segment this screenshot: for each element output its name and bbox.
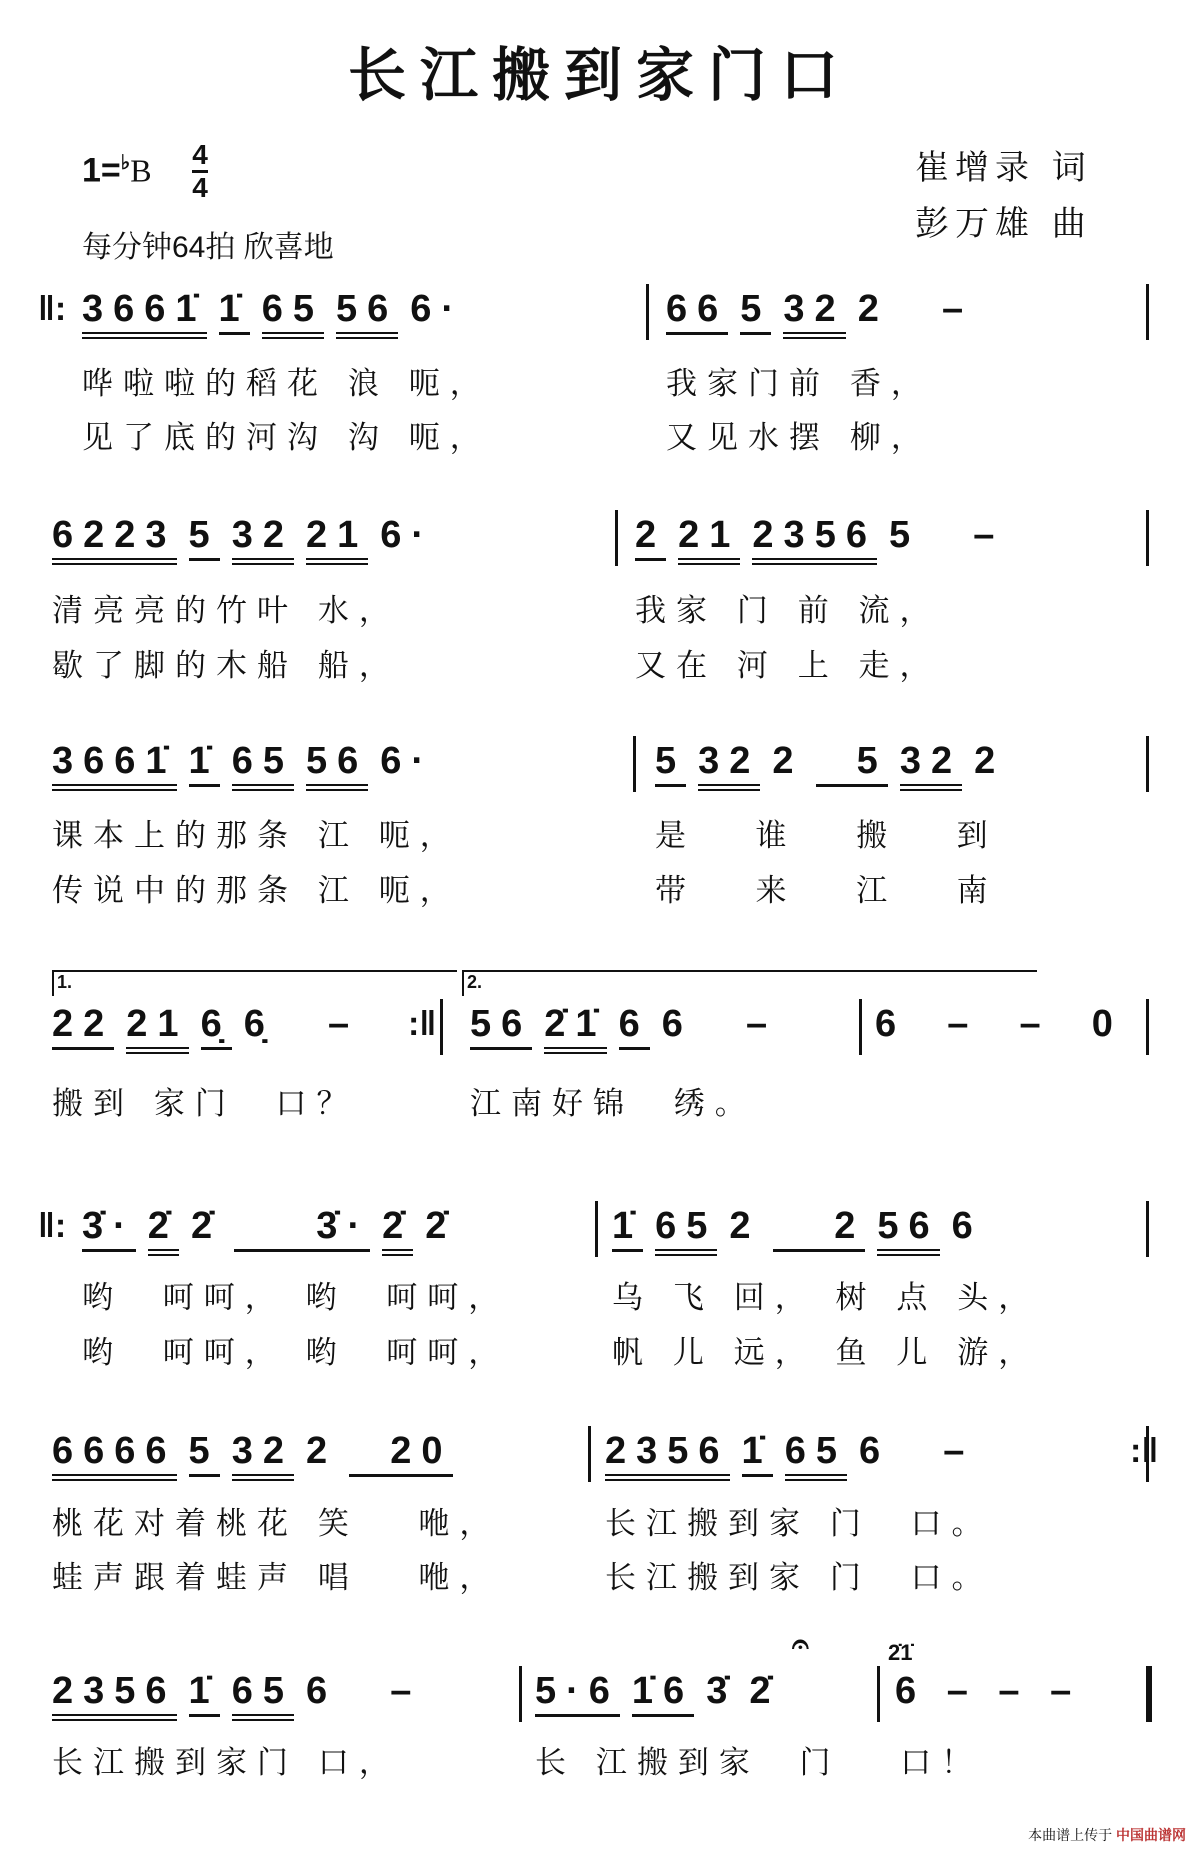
note-group: 5 bbox=[816, 740, 888, 787]
note-group: 2 bbox=[974, 740, 1006, 782]
barline bbox=[859, 999, 862, 1055]
note-group: 3̇ bbox=[706, 1670, 738, 1712]
measure bbox=[655, 740, 1017, 790]
time-signature bbox=[192, 140, 208, 203]
measure bbox=[82, 1205, 468, 1255]
lyric-line: 是 谁 搬 到 bbox=[655, 818, 998, 854]
note-group: 6· bbox=[380, 514, 435, 556]
measure bbox=[535, 1670, 792, 1720]
note-group: 32 bbox=[900, 740, 962, 791]
measure bbox=[52, 514, 446, 564]
lyric-line: 长江搬到家 门 口。 bbox=[605, 1560, 993, 1596]
site-logo: 中国曲谱网 bbox=[1116, 1827, 1186, 1843]
note-group: 2 bbox=[635, 514, 666, 561]
footer-watermark bbox=[1028, 1825, 1186, 1845]
barline bbox=[1146, 999, 1149, 1055]
note-group: 32 bbox=[698, 740, 760, 791]
note-group: 6̣ bbox=[243, 1003, 275, 1045]
note-group: 6223 bbox=[52, 514, 177, 565]
fermata-icon: 𝄐 bbox=[792, 1628, 809, 1661]
lyric-line: 蛙声跟着蛙声 唱 咃， bbox=[52, 1560, 501, 1596]
note-group: 6̣ bbox=[201, 1003, 232, 1050]
barline bbox=[1146, 510, 1149, 566]
note-group: 32 bbox=[232, 514, 294, 565]
note-group: 2356 bbox=[52, 1670, 177, 1721]
barline bbox=[1146, 1666, 1152, 1722]
second-ending-bracket: 2. bbox=[462, 970, 1037, 996]
barline bbox=[1146, 736, 1149, 792]
barline bbox=[615, 510, 618, 566]
note-group: – bbox=[704, 1003, 778, 1045]
note-group: 2̇ bbox=[382, 1205, 413, 1256]
lyric-line: 乌 飞 回， 树 点 头， bbox=[612, 1280, 1040, 1316]
note-group: 21 bbox=[126, 1003, 188, 1054]
footer-text: 本曲谱上传于 bbox=[1028, 1827, 1113, 1843]
note-group: 1̇ bbox=[612, 1205, 643, 1252]
note-group: 6 bbox=[858, 1430, 891, 1472]
measure bbox=[52, 1430, 465, 1480]
note-group: 56 bbox=[877, 1205, 939, 1256]
note-group: 2356 bbox=[605, 1430, 730, 1481]
note-group: 21 bbox=[678, 514, 740, 565]
composer-credit: 彭万雄 曲 bbox=[915, 204, 1092, 244]
note-group: 65 bbox=[785, 1430, 847, 1481]
note-group: 65 bbox=[232, 740, 294, 791]
lyric-line: 江南好锦 绣。 bbox=[470, 1086, 756, 1122]
key-note: B bbox=[130, 152, 152, 189]
note-group: 1̇ bbox=[219, 288, 250, 335]
note-group: 5·6 bbox=[535, 1670, 620, 1717]
lyric-line: 桃花对着桃花 笑 咃， bbox=[52, 1506, 501, 1542]
note-group: – bbox=[286, 1003, 360, 1045]
note-group: 3̇· bbox=[234, 1205, 370, 1252]
lyric-line: 带 来 江 南 bbox=[655, 873, 998, 909]
note-group: – bbox=[932, 514, 1005, 556]
lyric-line: 搬到 家门 口？ bbox=[52, 1086, 358, 1122]
lyric-line: 清亮亮的竹叶 水， bbox=[52, 593, 400, 629]
repeat-start-sign: ‖: bbox=[38, 290, 67, 328]
measure bbox=[605, 1430, 986, 1480]
note-group: 32 bbox=[783, 288, 845, 339]
lyric-line: 见了底的河沟 沟 呃， bbox=[82, 420, 491, 456]
key-one: 1= bbox=[82, 151, 121, 190]
note-group: 65 bbox=[655, 1205, 717, 1256]
note-group: 6 – – – bbox=[895, 1670, 1082, 1712]
note-group: 2̇ bbox=[148, 1205, 179, 1256]
lyric-line: 又在 河 上 走， bbox=[635, 648, 941, 684]
lyric-line: 歇了脚的木船 船， bbox=[52, 648, 400, 684]
lyric-line: 我家门前 香， bbox=[666, 366, 932, 402]
song-title: 长江搬到家门口 bbox=[347, 41, 852, 109]
note-group: 5 bbox=[888, 514, 921, 556]
lyric-line: 我家 门 前 流， bbox=[635, 593, 941, 629]
measure bbox=[52, 740, 446, 790]
note-group: 65 bbox=[232, 1670, 294, 1721]
note-group: 6· bbox=[410, 288, 465, 330]
lyric-line: 哟 呵呵， 哟 呵呵， bbox=[82, 1280, 510, 1316]
note-group: 2 bbox=[772, 740, 804, 782]
note-group: 6· bbox=[380, 740, 435, 782]
lyric-line: 长江搬到家门 口， bbox=[52, 1745, 400, 1781]
note-group: 1̇6 bbox=[632, 1670, 694, 1717]
note-group: 2̇1̇ bbox=[544, 1003, 606, 1054]
note-group: 6 bbox=[951, 1205, 983, 1247]
barline bbox=[633, 736, 636, 792]
note-group: 1̇ bbox=[189, 1670, 220, 1717]
note-group: 2 bbox=[857, 288, 889, 330]
note-group: 1̇ bbox=[742, 1430, 773, 1477]
repeat-end-sign: :‖ bbox=[1130, 1432, 1159, 1470]
measure bbox=[635, 514, 1016, 564]
note-group: 2356 bbox=[752, 514, 877, 565]
note-group: 56 bbox=[306, 740, 368, 791]
barline bbox=[1146, 1201, 1149, 1257]
measure bbox=[52, 1003, 371, 1053]
note-group: – bbox=[900, 288, 974, 330]
barline bbox=[1146, 284, 1149, 340]
lyric-line: 长江搬到家 门 口。 bbox=[605, 1506, 993, 1542]
time-bottom: 4 bbox=[192, 172, 208, 203]
barline bbox=[595, 1201, 598, 1257]
lyric-line: 哟 呵呵， 哟 呵呵， bbox=[82, 1335, 510, 1371]
time-top: 4 bbox=[192, 139, 208, 170]
measure bbox=[666, 288, 985, 338]
note-group: 3̇· bbox=[82, 1205, 136, 1252]
note-group: 56 bbox=[470, 1003, 532, 1050]
lyric-line: 传说中的那条 江 呃， bbox=[52, 873, 461, 909]
measure bbox=[470, 1003, 789, 1053]
measure bbox=[875, 1003, 1135, 1053]
measure bbox=[52, 1670, 433, 1720]
barline bbox=[646, 284, 649, 340]
note-group: 2̇ bbox=[425, 1205, 457, 1247]
note-group: 22 bbox=[52, 1003, 114, 1050]
lyric-line: 帆 儿 远， 鱼 儿 游， bbox=[612, 1335, 1040, 1371]
repeat-end-sign: :‖ bbox=[408, 1005, 437, 1043]
note-group: 5 bbox=[655, 740, 686, 787]
note-group: 5 bbox=[189, 1430, 220, 1477]
note-group: 2 bbox=[729, 1205, 761, 1247]
measure bbox=[895, 1670, 1093, 1720]
note-group: – bbox=[902, 1430, 975, 1472]
lyric-line: 课本上的那条 江 呃， bbox=[52, 818, 461, 854]
grace-notes: 2̇1̇ bbox=[888, 1640, 913, 1665]
barline bbox=[519, 1666, 522, 1722]
measure bbox=[82, 288, 476, 338]
note-group: 6666 bbox=[52, 1430, 177, 1481]
note-group: 3661̇ bbox=[52, 740, 177, 791]
barline bbox=[877, 1666, 880, 1722]
note-group: 6 bbox=[661, 1003, 693, 1045]
note-group: 66 bbox=[666, 288, 728, 335]
note-group: 32 bbox=[232, 1430, 294, 1481]
lyric-line: 哗啦啦的稻花 浪 呃， bbox=[82, 366, 491, 402]
barline bbox=[440, 999, 443, 1055]
note-group: 3661̇ bbox=[82, 288, 207, 339]
note-group: 2̇ bbox=[190, 1205, 223, 1247]
note-group: 20 bbox=[349, 1430, 452, 1477]
note-group: 21 bbox=[306, 514, 368, 565]
measure bbox=[612, 1205, 995, 1255]
note-group: – bbox=[349, 1670, 422, 1712]
note-group: 1̇ bbox=[189, 740, 220, 787]
note-group: 6 – – 0 bbox=[875, 1003, 1123, 1045]
flat-sign: ♭ bbox=[120, 152, 131, 174]
note-group: 2 bbox=[305, 1430, 338, 1472]
barline bbox=[588, 1426, 591, 1482]
note-group: 65 bbox=[262, 288, 324, 339]
note-group: 5 bbox=[740, 288, 771, 335]
first-ending-bracket: 1. bbox=[52, 970, 457, 996]
note-group: 2 bbox=[773, 1205, 866, 1252]
note-group: 2̇ bbox=[749, 1670, 781, 1712]
repeat-start-sign: ‖: bbox=[38, 1207, 67, 1245]
note-group: 5 bbox=[189, 514, 220, 561]
note-group: 6 bbox=[619, 1003, 650, 1050]
key-signature bbox=[82, 150, 152, 190]
lyric-line: 又见水摆 柳， bbox=[666, 420, 932, 456]
note-group: 6 bbox=[305, 1670, 338, 1712]
lyric-line: 长 江搬到家 门 口！ bbox=[535, 1745, 983, 1781]
lyricist-credit: 崔增录 词 bbox=[915, 148, 1092, 188]
note-group: 56 bbox=[336, 288, 398, 339]
tempo-marking: 每分钟64拍 欣喜地 bbox=[82, 231, 334, 264]
